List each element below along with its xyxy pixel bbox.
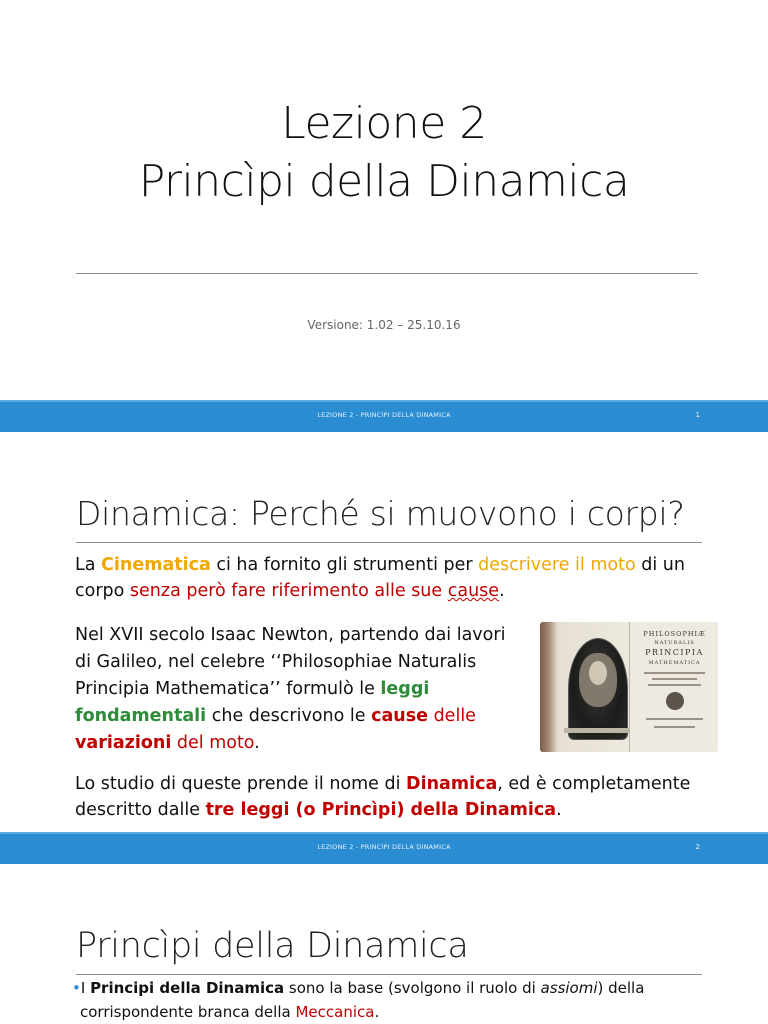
text: ) della bbox=[597, 979, 645, 997]
newton-portrait bbox=[568, 638, 628, 740]
text: corrispondente branca della bbox=[80, 1003, 296, 1021]
text: , ed è completamente bbox=[497, 774, 691, 794]
text: Nel XVII secolo Isaac Newton, partendo dai lavori bbox=[75, 625, 506, 645]
term-assiomi: assiomi bbox=[540, 979, 598, 997]
term-del-moto: del moto bbox=[171, 733, 255, 753]
heading-divider bbox=[76, 542, 702, 543]
text: . bbox=[556, 800, 562, 820]
text: . bbox=[499, 581, 505, 601]
paragraph-cinematica bbox=[75, 552, 715, 604]
slide-1-title-line-1: Lezione 2 bbox=[281, 98, 487, 149]
book-title-3: PRINCIPIA bbox=[645, 648, 704, 657]
book-seal bbox=[666, 692, 684, 710]
slide-1-title-line-2: Princìpi della Dinamica bbox=[138, 156, 630, 207]
term-tre-leggi: tre leggi (o Princìpi) della Dinamica bbox=[205, 800, 557, 820]
bullet-icon: • bbox=[72, 979, 81, 997]
bullet-continuation bbox=[80, 1000, 379, 1024]
text: ci ha fornito gli strumenti per bbox=[210, 555, 479, 575]
text: La bbox=[75, 555, 102, 575]
title-divider bbox=[76, 273, 698, 274]
term-principi: Principi della Dinamica bbox=[90, 979, 285, 997]
paragraph-dinamica bbox=[75, 771, 735, 823]
slide-2-footer bbox=[0, 832, 768, 864]
term-cause: cause bbox=[371, 706, 429, 726]
term-senza: senza però fare riferimento alle sue bbox=[129, 581, 448, 601]
term-delle: delle bbox=[428, 706, 476, 726]
slide-3-heading: Princìpi della Dinamica bbox=[76, 926, 469, 966]
text: Principia Mathematica’’ formulò le bbox=[75, 679, 381, 699]
slide-1 bbox=[0, 0, 768, 432]
book-line bbox=[648, 684, 701, 686]
book-frontispiece bbox=[540, 622, 629, 752]
page-number: 1 bbox=[695, 411, 700, 419]
text: . bbox=[254, 733, 260, 753]
principia-book-image bbox=[540, 622, 718, 752]
heading-divider bbox=[76, 974, 702, 975]
term-variazioni: variazioni bbox=[75, 733, 172, 753]
version-label: Versione: 1.02 – 25.10.16 bbox=[307, 318, 461, 332]
text: Lo studio di queste prende il nome di bbox=[75, 774, 407, 794]
paragraph-newton bbox=[75, 622, 535, 757]
text: descritto dalle bbox=[75, 800, 206, 820]
text: . bbox=[374, 1003, 380, 1021]
text: di Galileo, nel celebre ‘‘Philosophiae Naturalis bbox=[75, 652, 477, 672]
footer-title: LEZIONE 2 - PRINCÌPI DELLA DINAMICA bbox=[317, 411, 451, 419]
text: sono la base (svolgono il ruolo di bbox=[284, 979, 541, 997]
book-line bbox=[654, 726, 695, 728]
term-cause: cause bbox=[447, 581, 500, 601]
term-dinamica: Dinamica bbox=[406, 774, 498, 794]
term-cinematica: Cinematica bbox=[101, 555, 211, 575]
portrait-face bbox=[589, 661, 607, 685]
book-line bbox=[646, 718, 703, 720]
book-line bbox=[644, 672, 705, 674]
portrait-caption bbox=[564, 728, 630, 733]
slide-2-heading: Dinamica: Perché si muovono i corpi? bbox=[76, 494, 685, 533]
bullet-principi bbox=[72, 976, 644, 1000]
page-number: 2 bbox=[695, 843, 700, 851]
book-title-4: MATHEMATICA bbox=[648, 660, 701, 666]
term-descrivere: descrivere il moto bbox=[478, 555, 636, 575]
book-title-1: PHILOSOPHIÆ bbox=[643, 630, 706, 638]
slide-3 bbox=[0, 864, 768, 1024]
book-line bbox=[652, 678, 697, 680]
text: corpo bbox=[75, 581, 130, 601]
term-leggi: leggi bbox=[380, 679, 430, 699]
text: che descrivono le bbox=[206, 706, 372, 726]
book-title-page bbox=[629, 622, 718, 752]
term-meccanica: Meccanica bbox=[295, 1003, 375, 1021]
slide-1-footer bbox=[0, 400, 768, 432]
text: I bbox=[80, 979, 91, 997]
text: di un bbox=[635, 555, 685, 575]
book-title-2: NATURALIS bbox=[654, 640, 695, 646]
footer-title: LEZIONE 2 - PRINCÌPI DELLA DINAMICA bbox=[317, 843, 451, 851]
term-fondamentali: fondamentali bbox=[75, 706, 207, 726]
